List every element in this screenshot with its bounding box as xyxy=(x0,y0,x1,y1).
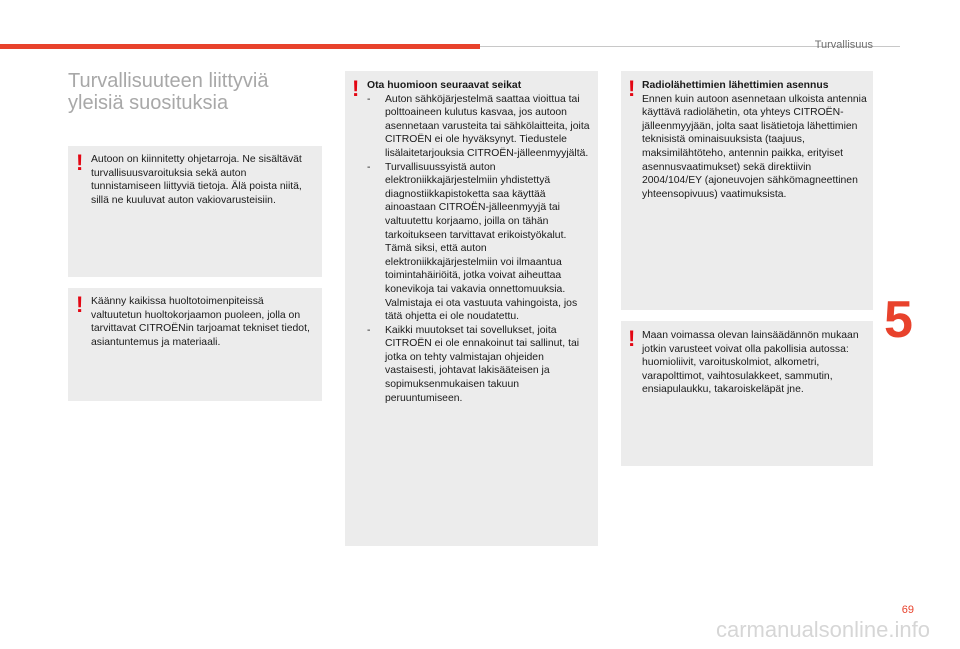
warning-icon: ! xyxy=(352,76,360,101)
section-title: Turvallisuus xyxy=(814,39,873,51)
page-number: 69 xyxy=(901,604,914,616)
list-item: - Auton sähköjärjestelmä saattaa vioittua tai polttoaineen kulutus kasvaa, jos autoon asennetaan varusteita tai sähkölaitteita, joita CITROËN ei ole hyväksynyt. Tiedustele lisälaitetarjouksia CITROËN-jälleenmyyjältä. xyxy=(367,93,595,161)
warning-icon: ! xyxy=(76,292,84,317)
warning-icon: ! xyxy=(628,76,636,101)
list-item: - Kaikki muutokset tai sovellukset, joita CITROËN ei ole ennakoinut tai sallinut, tai jotka on tehty valmistajan ohjeiden vastaisesti, johtavat lakisääteisen ja sopimuksenmukaisen takuun peruuntumiseen. xyxy=(367,324,595,406)
warning-icon: ! xyxy=(76,150,84,175)
chapter-number: 5 xyxy=(884,291,913,349)
note-precautions-heading: Ota huomioon seuraavat seikat xyxy=(367,80,522,91)
page-title xyxy=(68,70,338,114)
list-item: - Turvallisuussyistä auton elektroniikkajärjestelmiin yhdistettyä diagnostiikkapistoketta saa käyttää ainoastaan CITROËN-jälleenmyyjä tai valtuutettu korjaamo, joilla on tähän tarkoitukseen tarvittavat erikoistyökalut. Tämä siksi, että auton elektroniikkajärjestelmiin voi ilmaantua toimintahäiriöitä, jotka voivat aiheuttaa konevikoja tai vakavia onnettomuuksia. Valmistaja ei ota vastuuta vahingoista, jos tätä ohjetta ei ole noudatettu. xyxy=(367,161,595,324)
watermark: carmanualsonline.info xyxy=(715,617,930,642)
header-accent-bar xyxy=(0,44,480,49)
note-radio-text: Ennen kuin autoon asennetaan ulkoista antennia käyttävä radiolähetin, ota yhteys CITROËN-jälleenmyyjään, jolta saat lisätietoja lähettimien teknisistä ominaisuuksista (taajuus, maksimilähtöteho, antennin paikka, erityiset asennusvaatimukset) sekä direktiivin 2004/104/EY (ajoneuvojen sähkömagneettinen yhteensopivuus) vaatimuksista. xyxy=(642,93,867,200)
page-title-line2: yleisiä suosituksia xyxy=(68,92,229,114)
warning-icon: ! xyxy=(628,326,636,351)
note-service-text: Käänny kaikissa huoltotoimenpiteissä valtuutetun huoltokorjaamon puoleen, jolla on tarvittavat CITROËNin tarjoamat tekniset tiedot, asiantuntemus ja materiaali. xyxy=(91,296,310,348)
precautions-list xyxy=(367,93,595,406)
page-title-line1: Turvallisuuteen liittyviä xyxy=(68,70,269,92)
note-equipment-text: Maan voimassa olevan lainsäädännön mukaan jotkin varusteet voivat olla pakollisia autossa: huomioliivit, varoituskolmiot, alkometri, varapolttimot, vaihtosulakkeet, sammutin, ensiapulaukku, takaroiskeläpät jne. xyxy=(642,330,859,396)
note-labels-text: Autoon on kiinnitetty ohjetarroja. Ne sisältävät turvallisuusvaroituksia sekä auton tunnistamiseen liittyviä tietoja. Älä poista niitä, sillä ne kuuluvat auton vakiovarusteisiin. xyxy=(91,154,302,206)
note-precautions xyxy=(367,79,595,405)
note-radio xyxy=(642,79,868,201)
note-radio-heading: Radiolähettimien lähettimien asennus xyxy=(642,80,829,91)
